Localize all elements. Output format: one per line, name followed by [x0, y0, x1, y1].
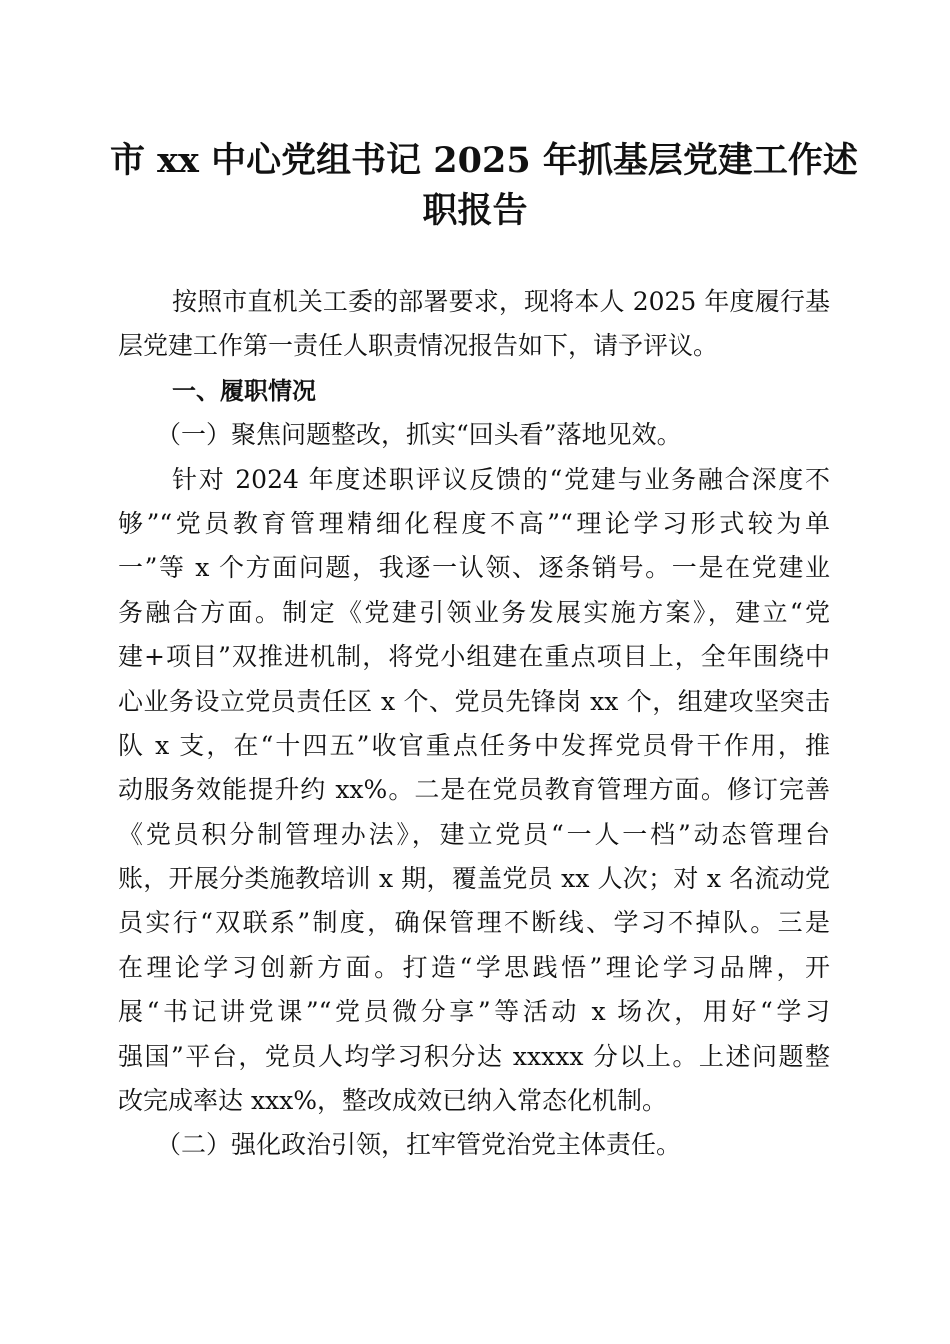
document-title — [110, 136, 858, 236]
paragraph-line: 在理论学习创新方面。打造“学思践悟”理论学习品牌，开 — [118, 952, 830, 982]
paragraph-line: 员实行“双联系”制度，确保管理不断线、学习不掉队。三是 — [118, 908, 830, 938]
paragraph-line: 动服务效能提升约 xx%。二是在党员教育管理方面。修订完善 — [118, 775, 830, 805]
title-line-1: 市 xx 中心党组书记 2025 年抓基层党建工作述 — [110, 140, 858, 181]
paragraph-line: 强国”平台，党员人均学习积分达 xxxxx 分以上。上述问题整 — [118, 1041, 830, 1071]
paragraph-line: 展“书记讲党课”“党员微分享”等活动 x 场次，用好“学习 — [118, 997, 830, 1027]
subsection-heading-2: （二）强化政治引领，扛牢管党治党主体责任。 — [156, 1130, 682, 1160]
paragraph-line: 针对 2024 年度述职评议反馈的“党建与业务融合深度不 — [172, 464, 830, 494]
paragraph-line: 《党员积分制管理办法》，建立党员“一人一档”动态管理台 — [118, 819, 830, 849]
section-heading-1: 一、履职情况 — [172, 376, 316, 405]
intro-paragraph — [118, 280, 830, 369]
body-paragraph-1 — [118, 458, 830, 1124]
title-line-2: 职报告 — [422, 190, 528, 231]
paragraph-line: 队 x 支，在“十四五”收官重点任务中发挥党员骨干作用，推 — [118, 730, 830, 760]
document-body — [118, 280, 830, 1168]
intro-line: 按照市直机关工委的部署要求，现将本人 2025 年度履行基 — [172, 287, 830, 316]
paragraph-line: 心业务设立党员责任区 x 个、党员先锋岗 xx 个，组建攻坚突击 — [118, 686, 830, 716]
paragraph-line: 务融合方面。制定《党建引领业务发展实施方案》，建立“党 — [118, 597, 830, 627]
paragraph-line: 改完成率达 xxx%，整改成效已纳入常态化机制。 — [118, 1086, 668, 1116]
paragraph-line: 够”“党员教育管理精细化程度不高”“理论学习形式较为单 — [118, 508, 830, 538]
paragraph-line: 账，开展分类施教培训 x 期，覆盖党员 xx 人次；对 x 名流动党 — [118, 864, 830, 894]
subsection-heading-1: （一）聚焦问题整改，抓实“回头看”落地见效。 — [156, 420, 682, 450]
intro-line: 层党建工作第一责任人职责情况报告如下，请予评议。 — [118, 331, 719, 361]
paragraph-line: 一”等 x 个方面问题，我逐一认领、逐条销号。一是在党建业 — [118, 553, 830, 583]
paragraph-line: 建+项目”双推进机制，将党小组建在重点项目上，全年围绕中 — [118, 642, 830, 672]
